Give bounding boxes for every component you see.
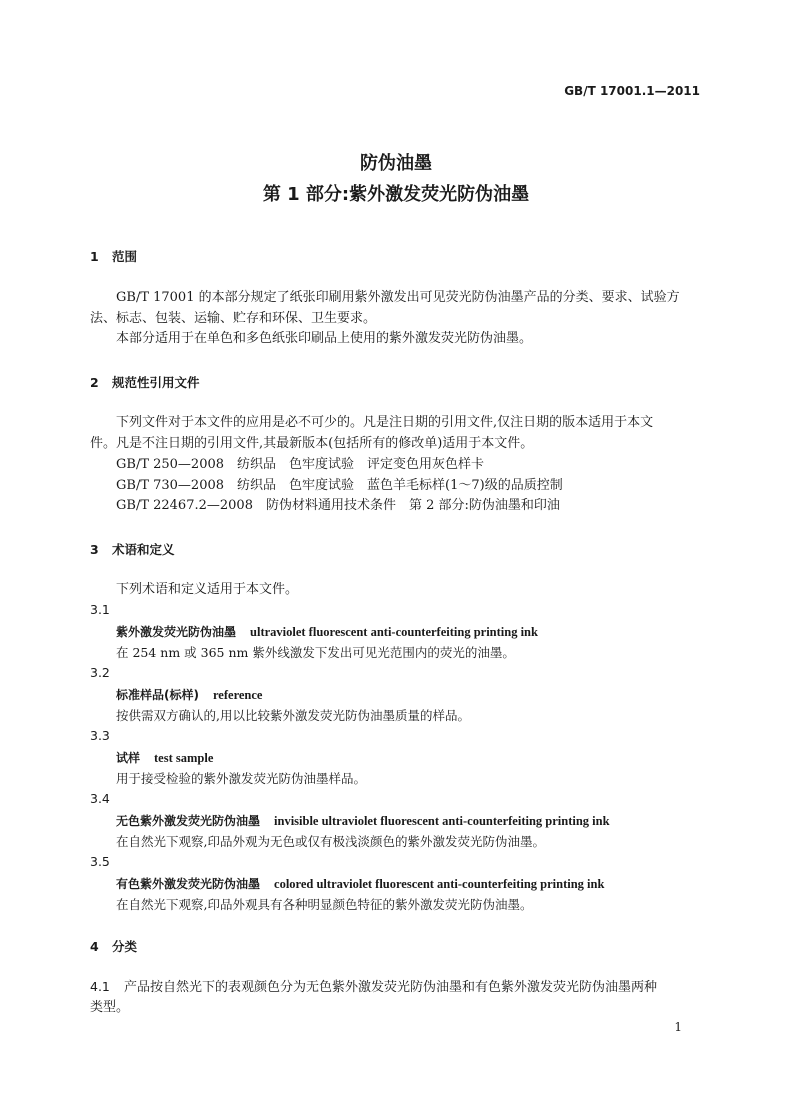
term-number: 3.2	[90, 665, 110, 680]
term-number: 3.4	[90, 791, 110, 806]
document-title: 防伪油墨	[360, 153, 432, 174]
term-entry	[116, 875, 604, 892]
section-title: 范围	[112, 249, 138, 264]
term-en: reference	[212, 688, 263, 702]
section-heading-4	[90, 937, 137, 955]
clause-4-1-line1	[90, 977, 657, 998]
term-en: test sample	[154, 751, 214, 765]
term-zh: 试样	[116, 751, 141, 765]
section-number: 1	[90, 249, 99, 264]
scope-paragraph-line2: 法、标志、包装、运输、贮存和环保、卫生要求。	[90, 311, 377, 326]
term-zh: 紫外激发荧光防伪油墨	[116, 625, 237, 639]
scope-paragraph-2: 本部分适用于在单色和多色纸张印刷品上使用的紫外激发荧光防伪油墨。	[116, 331, 533, 346]
term-entry	[116, 749, 213, 766]
term-entry	[116, 686, 262, 703]
section-heading-2	[90, 373, 200, 391]
term-definition: 在自然光下观察,印品外观具有各种明显颜色特征的紫外激发荧光防伪油墨。	[116, 897, 533, 912]
reference-item: GB/T 250—2008 纺织品 色牢度试验 评定变色用灰色样卡	[116, 457, 485, 472]
clause-number: 4.1	[90, 979, 110, 994]
section-number: 3	[90, 542, 99, 557]
term-zh: 有色紫外激发荧光防伪油墨	[116, 877, 261, 891]
section-title: 术语和定义	[112, 542, 175, 557]
term-zh: 标准样品(标样)	[116, 688, 199, 702]
standard-code: GB/T 17001.1—2011	[564, 84, 700, 98]
term-number: 3.1	[90, 602, 110, 617]
reference-item: GB/T 22467.2—2008 防伪材料通用技术条件 第 2 部分:防伪油墨和印油	[116, 498, 560, 513]
page-number: 1	[674, 1020, 682, 1034]
section-heading-1	[90, 247, 137, 265]
section-number: 4	[90, 939, 99, 954]
section-title: 规范性引用文件	[112, 375, 200, 390]
term-definition: 在自然光下观察,印品外观为无色或仅有极浅淡颜色的紫外激发荧光防伪油墨。	[116, 834, 545, 849]
document-subtitle: 第 1 部分:紫外激发荧光防伪油墨	[262, 184, 530, 205]
term-zh: 无色紫外激发荧光防伪油墨	[116, 814, 261, 828]
term-definition: 在 254 nm 或 365 nm 紫外线激发下发出可见光范围内的荧光的油墨。	[116, 645, 515, 660]
term-definition: 用于接受检验的紫外激发荧光防伪油墨样品。	[116, 771, 367, 786]
term-en: colored ultraviolet fluorescent anti-counterfeiting printing ink	[274, 877, 605, 891]
clause-text: 产品按自然光下的表观颜色分为无色紫外激发荧光防伪油墨和有色紫外激发荧光防伪油墨两种	[124, 980, 658, 995]
references-intro-line2: 件。凡是不注日期的引用文件,其最新版本(包括所有的修改单)适用于本文件。	[90, 436, 534, 451]
clause-4-1-line2: 类型。	[90, 1000, 130, 1015]
term-entry	[116, 623, 538, 640]
section-number: 2	[90, 375, 99, 390]
scope-paragraph-line1: GB/T 17001 的本部分规定了纸张印刷用紫外激发出可见荧光防伪油墨产品的分类、要求、试验方	[116, 290, 680, 305]
term-number: 3.5	[90, 854, 110, 869]
reference-item: GB/T 730—2008 纺织品 色牢度试验 蓝色羊毛标样(1～7)级的品质控制	[116, 478, 563, 493]
term-definition: 按供需双方确认的,用以比较紫外激发荧光防伪油墨质量的样品。	[116, 708, 470, 723]
term-entry	[116, 812, 610, 829]
section-heading-3	[90, 540, 175, 558]
section-title: 分类	[112, 939, 138, 954]
term-en: invisible ultraviolet fluorescent anti-counterfeiting printing ink	[274, 814, 610, 828]
term-en: ultraviolet fluorescent anti-counterfeiting printing ink	[250, 625, 538, 639]
terms-intro: 下列术语和定义适用于本文件。	[116, 582, 299, 597]
term-number: 3.3	[90, 728, 110, 743]
references-intro-line1: 下列文件对于本文件的应用是必不可少的。凡是注日期的引用文件,仅注日期的版本适用于本文	[116, 415, 654, 430]
